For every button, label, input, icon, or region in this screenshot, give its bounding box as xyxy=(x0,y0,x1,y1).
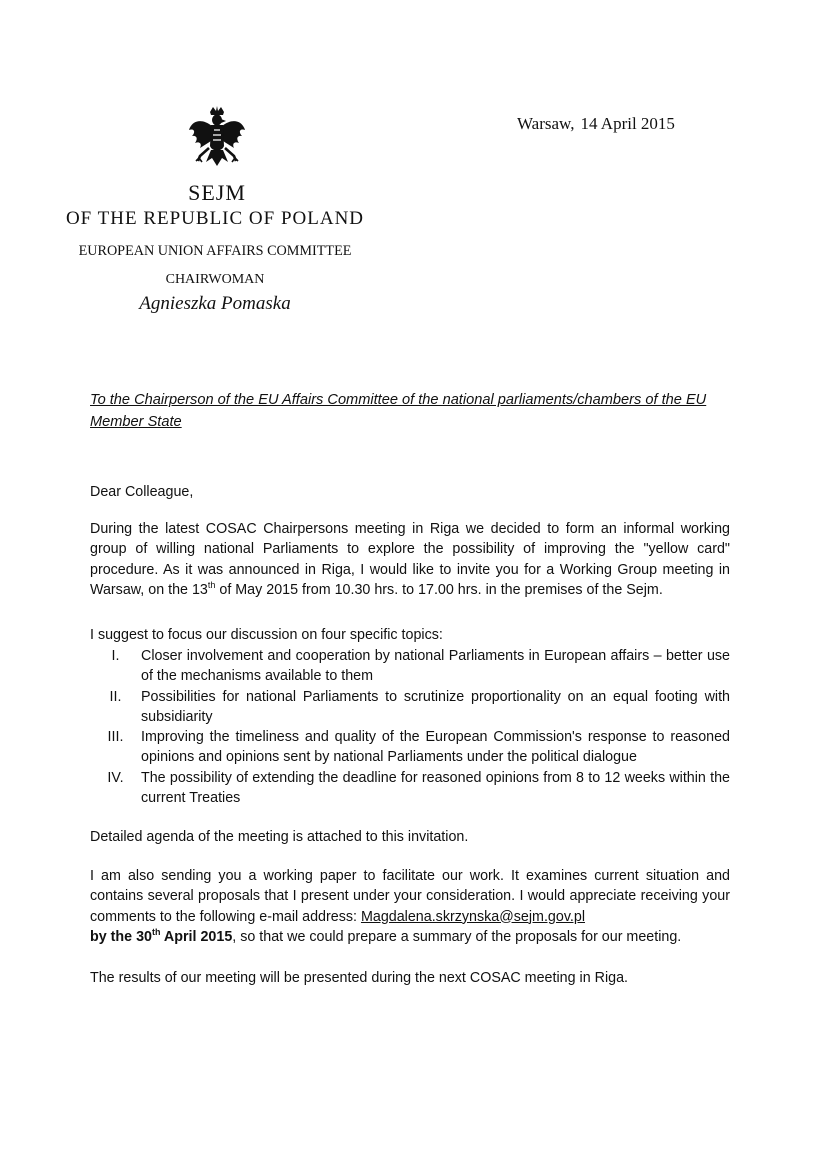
institution-name: SEJM xyxy=(188,180,246,205)
deadline-superscript: th xyxy=(151,927,161,938)
topic-item xyxy=(90,687,730,728)
topic-number: I. xyxy=(111,648,120,664)
polish-eagle-emblem-icon xyxy=(188,106,246,170)
working-paper-text-part2: , so that we could prepare a summary of the proposals for our meeting. xyxy=(232,928,682,945)
topic-number: III. xyxy=(107,729,124,746)
topic-number: IV. xyxy=(107,769,124,786)
working-paper-paragraph xyxy=(90,866,730,947)
topic-item xyxy=(90,646,730,687)
letter-date xyxy=(517,114,675,134)
topic-text: The possibility of extending the deadline for reasoned opinions from 8 to 12 weeks within the current Treaties xyxy=(141,769,730,807)
signatory-name: Agnieszka Pomaska xyxy=(139,293,291,314)
position-title: CHAIRWOMAN xyxy=(165,272,265,287)
working-paper-text-part1: I am also sending you a working paper to facilitate our work. It examines current situation and contains several proposals that I present under your consideration. I would appreciate receiving your comments to the following e-mail address: xyxy=(90,868,730,925)
topic-number: II. xyxy=(109,688,122,705)
email-link[interactable]: Magdalena.skrzynska@sejm.gov.pl xyxy=(360,908,585,925)
topic-item xyxy=(90,727,730,768)
addressee-line: To the Chairperson of the EU Affairs Committee of the national parliaments/chambers of the EU Member State xyxy=(90,392,707,430)
salutation: Dear Colleague, xyxy=(90,484,194,500)
deadline-text xyxy=(90,929,232,945)
date-place: Warsaw, xyxy=(517,114,575,133)
topic-text: Improving the timeliness and quality of the European Commission's response to reasoned opinions and opinions sent by national Parliaments under the political dialogue xyxy=(141,729,730,766)
closing-paragraph: The results of our meeting will be presented during the next COSAC meeting in Riga. xyxy=(90,970,628,986)
deadline-pre: by the 30 xyxy=(90,928,152,945)
topic-text: Closer involvement and cooperation by national Parliaments in European affairs – better use of the mechanisms available to them xyxy=(141,648,730,685)
agenda-note: Detailed agenda of the meeting is attached to this invitation. xyxy=(90,829,469,845)
invitation-paragraph xyxy=(90,519,730,600)
date-value: 14 April 2015 xyxy=(580,114,675,133)
topic-text: Possibilities for national Parliaments to scrutinize proportionality on an equal footing with subsidiarity xyxy=(141,688,730,725)
invitation-text-part2: of May 2015 from 10.30 hrs. to 17.00 hrs. in the premises of the Sejm. xyxy=(215,581,663,598)
deadline-post: April 2015 xyxy=(160,928,233,945)
topics-list xyxy=(90,646,730,808)
topic-item xyxy=(90,768,730,809)
committee-name: EUROPEAN UNION AFFAIRS COMMITTEE xyxy=(78,243,352,259)
topics-intro: I suggest to focus our discussion on four specific topics: xyxy=(90,627,443,643)
republic-name: OF THE REPUBLIC OF POLAND xyxy=(65,208,365,229)
invitation-superscript: th xyxy=(207,580,216,591)
invitation-text-part1: During the latest COSAC Chairpersons meeting in Riga we decided to form an informal working group of willing national Parliaments to explore the possibility of improving the "yellow card" procedure. As it was announced in Riga, I would like to invite you for a Working Group meeting in Warsaw, on the 13 xyxy=(90,521,730,598)
